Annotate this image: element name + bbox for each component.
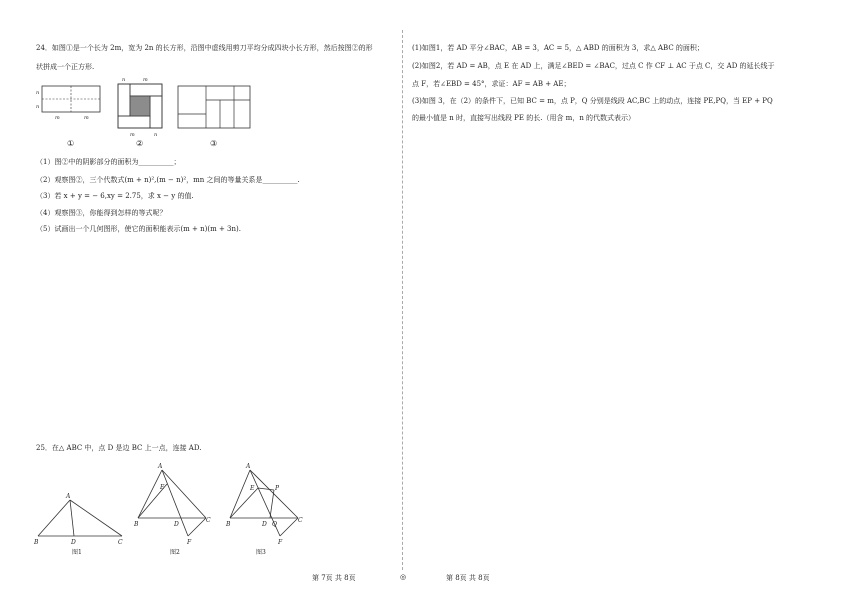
q24-figure-2 [118,77,162,148]
fig2-label-n-bottom: n [154,132,158,138]
fig3-pt-F: F [278,539,283,546]
q25-part2-line2: 点 F，若∠EBD = 45°，求证：AF = AB + AE； [412,80,571,88]
footer-right-page-number: 第 8页 共 8页 [446,574,490,582]
q25-figure-2 [133,463,211,556]
fig3-label: ③ [210,139,218,148]
q24-stem-line1: 24．如图①是一个长为 2m，宽为 2n 的长方形，沿图中虚线用剪刀平均分成四块小长方形，然后按图②的形 [36,44,373,52]
fig3-pt-B: B [226,521,231,528]
fig1-label-m-left: m [55,115,60,121]
q24-figure-1 [36,86,100,148]
q24-figure-3 [178,86,250,148]
q24-sub5: （5）试画出一个几何图形，使它的面积能表示(m + n)(m + 3n). [36,225,241,233]
fig3-pt-P: P [275,485,280,492]
fig2-pt-F: F [187,539,192,546]
q25-part2-line1: (2)如图2，若 AD = AB，点 E 在 AD 上，满足∠BED = ∠BAC，过点 C 作 CF ⊥ AC 于点 C，交 AD 的延长线于 [412,62,775,70]
fig1-pt-B: B [34,539,39,546]
fig3-pt-D: D [262,521,267,528]
q24-sub4: （4）观察图③，你能得到怎样的等式呢？ [36,209,167,217]
fig2-label: ② [136,139,144,148]
q25-figure-3 [225,463,303,556]
fig1-label-m-right: m [84,115,89,121]
q24-sub1: （1）图②中的阴影部分的面积为__________； [36,158,181,166]
q25-part1: (1)如图1，若 AD 平分∠BAC，AB = 3，AC = 5，△ ABD 的面积为 3，求△ ABC 的面积； [412,44,704,52]
q25-figures [30,458,320,558]
footer-left-page-number: 第 7页 共 8页 [312,574,356,582]
fig1-label-n-top: n [36,90,40,96]
q25-part3-line1: (3)如图 3，在（2）的条件下，已知 BC = m，点 P，Q 分别是线段 AC,BC 上的动点，连接 PE,PQ，当 EP + PQ [412,97,773,105]
fig3-caption: 图3 [256,549,266,556]
fig2-pt-C: C [206,517,211,524]
fig2-pt-A: A [158,463,163,470]
column-divider [402,30,403,570]
q24-figures [30,74,270,154]
fig3-pt-C: C [298,517,303,524]
fig2-pt-B: B [134,521,139,528]
footer-separator-icon: ◎ [400,573,407,581]
fig3-pt-E: E [250,485,255,492]
fig1-pt-D: D [71,539,76,546]
fig1-caption: 图1 [72,549,82,556]
fig2-label-m-bottom: m [130,132,135,138]
fig1-pt-A: A [66,493,71,500]
fig2-pt-E: E [160,484,165,491]
fig2-label-m-top: m [143,77,148,83]
q24-sub2: （2）观察图②，三个代数式(m + n)²,(m − n)²，mn 之间的等量关系是__________. [36,176,300,184]
q24-stem-line2: 状拼成一个正方形. [36,63,95,71]
fig1-label: ① [67,139,75,148]
fig1-label-n-bottom: n [36,104,40,110]
q25-stem: 25．在△ ABC 中，点 D 是边 BC 上一点，连接 AD. [36,444,202,452]
fig3-pt-Q: Q [272,521,277,528]
q25-part3-line2: 的最小值是 n 时，直接写出线段 PE 的长.（用含 m，n 的代数式表示） [412,114,636,122]
fig2-caption: 图2 [170,549,180,556]
fig2-label-n-top: n [122,77,126,83]
fig2-pt-D: D [174,521,179,528]
q25-figure-1 [33,493,123,556]
q24-sub3: （3）若 x + y = − 6,xy = 2.75，求 x − y 的值. [36,192,194,200]
fig3-pt-A: A [246,463,251,470]
fig1-pt-C: C [118,539,123,546]
